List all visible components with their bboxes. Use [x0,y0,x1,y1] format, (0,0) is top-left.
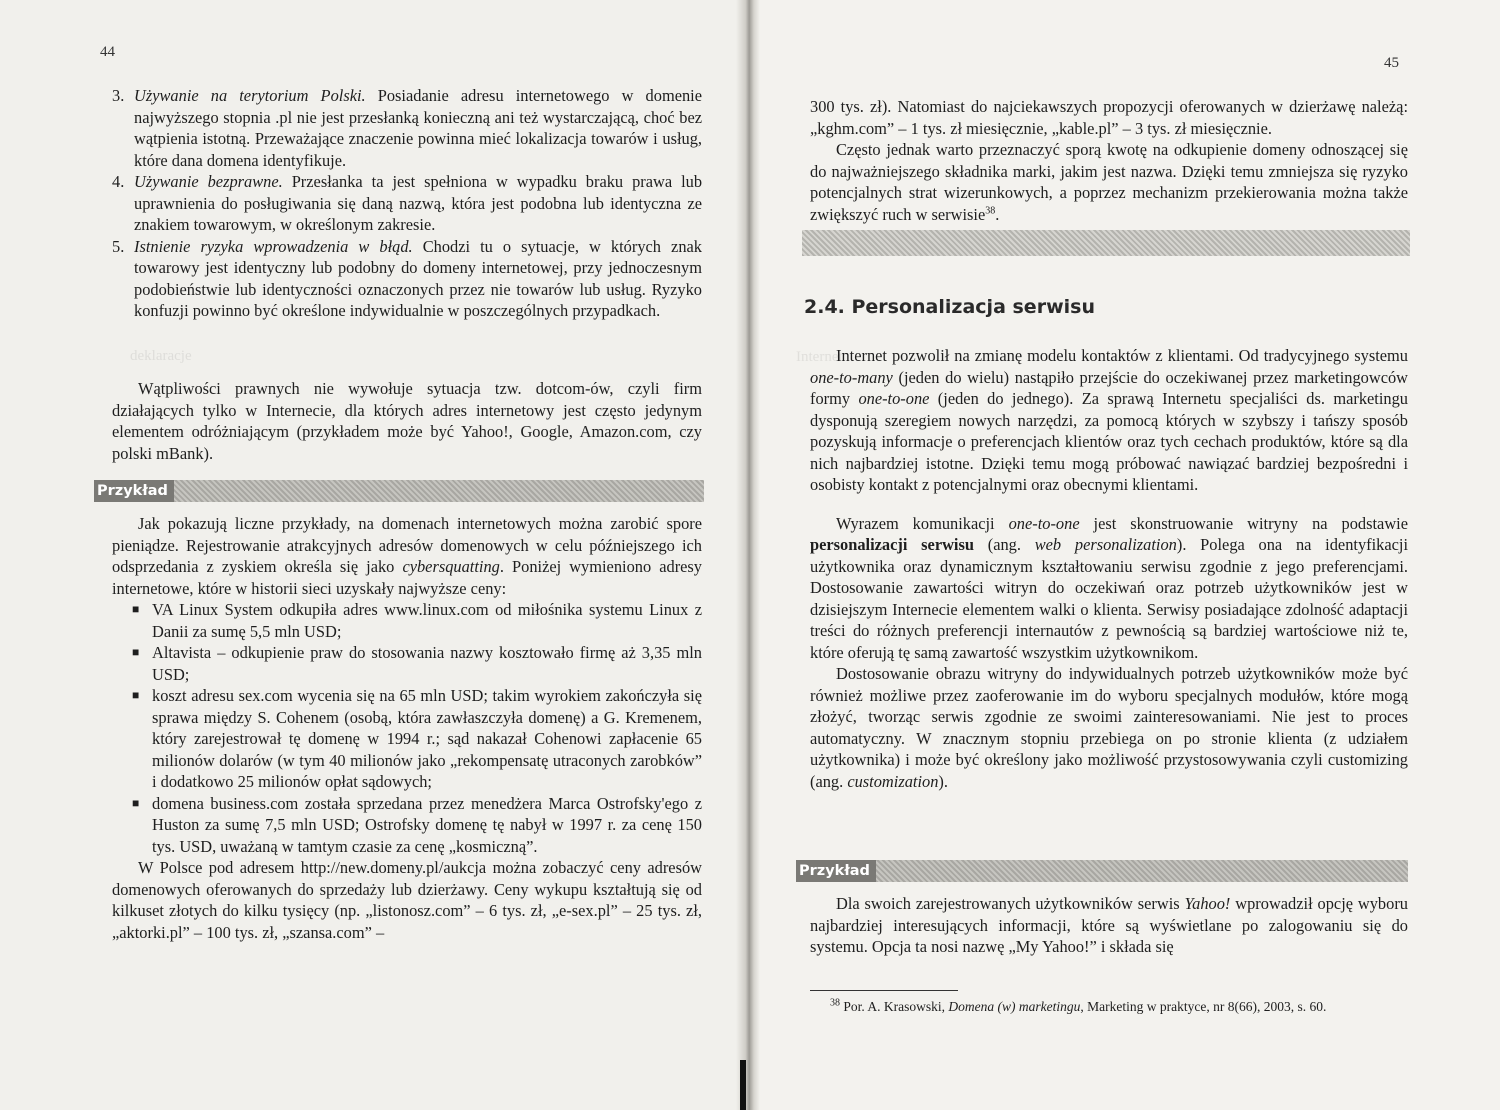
page-number-right: 45 [1384,55,1399,71]
dotcom-paragraph-block [112,378,702,464]
list-item: 5. Istnienie ryzyka wprowadzenia w błąd. Chodzi tu o sytuacje, w których znak towarowy jest identyczny lub podobny do domeny internetowej, przy jednoczesnym podobieństwie lub identyczności oznaczonych przez nie towarów lub usług. Ryzyko konfuzji powinno być określone indywidualnie w poszczególnych przypadkach. [112,236,702,320]
book-spine [740,1060,746,1110]
example-label: Przykład [94,480,174,502]
list-item-title: Używanie na terytorium Polski. [134,86,366,105]
right-page [746,0,1500,1110]
list-item: ■ domena business.com została sprzedana przez menedżera Marca Ostrofsky'ego z Huston za sumę 7,5 mln USD; Ostrofsky domenę tę nabył w 1997 r. za cenę 150 tys. USD, uważaną w tamtym czasie za cenę „kosmiczną”. [132,793,702,856]
section-divider [802,230,1410,256]
bleed-through-text: Internet [796,349,843,365]
list-item: ■ Altavista – odkupienie praw do stosowania nazwy kosztowało firmę aż 3,35 mln USD; [132,643,702,684]
footnote-ref: 38 [985,205,996,217]
example-bar-left [94,480,704,502]
paragraph: Dostosowanie obrazu witryny do indywidualnych potrzeb użytkowników może być również możliwe przez zaoferowanie im do wyboru specjalnych modułów, które mogą złożyć, tworząc serwis zgodnie ze swoimi zainteresowaniami. Nie jest to proces automatyczny. W znacznym stopniu przebiega on po stronie klienta (z udziałem użytkownika) i może być określony jako możliwość przystosowywania czyli customizing (ang. customization). [810,664,1408,791]
list-item-text: Chodzi tu o sytuacje, w których znak towarowy jest identyczny lub podobny do domeny internetowej, przy jednoczesnym podobieństwie lub identyczności oznaczonych przez nie towarów lub usług. Ryzyko konfuzji powinno być określone indywidualnie w poszczególnych przypadkach. [134,236,702,320]
list-item-text: Posiadanie adresu internetowego w domenie najwyższego stopnia .pl nie jest przesłanką konieczną ani też wystarczającą, choć bez wątpienia istotną. Przeważające znaczenie powinna mieć lokalizacja towarów i usług, które dana domena identyfikuje. [134,86,702,170]
price-list [130,599,702,857]
book-gutter [736,0,760,1110]
criteria-list [112,85,702,322]
bullet-icon: ■ [132,645,140,659]
bleed-through-text: deklaracje [130,348,192,364]
list-item: ■ VA Linux System odkupiła adres www.linux.com od miłośnika systemu Linux z Danii za sumę 5,5 mln USD; [132,600,702,641]
personalization-block [810,345,1408,792]
list-item: ■ koszt adresu sex.com wycenia się na 65 mln USD; takim wyrokiem zakończyła się sprawa między S. Cohenem (osobą, która zawłaszczyła domenę) a G. Kremenem, który zarejestrował tę domenę w 1994 r.; sąd nakazał Cohenowi zapłacenie 65 milionów dolarów (w tym 40 milionów jako „rekompensatę utraconych zarobków” i dodatkowo 25 milionów opłat sądowych; [132,686,702,791]
example-label: Przykład [796,860,876,882]
paragraph: Wyrazem komunikacji one-to-one jest skonstruowanie witryny na podstawie personalizacji serwisu (ang. web personalization). Polega ona na identyfikacji użytkownika oraz dynamicznym kształtowaniu serwisu zgodnie z jego preferencjami. Dostosowanie zawartości witryn do oczekiwań oraz potrzeb użytkowników jest w dzisiejszym Internecie elementem walki o klienta. Serwisy posiadające zdolność adaptacji treści do różnych preferencji internautów z pewnością są bardziej wartościowe niż te, które oferują tę samą zawartość wszystkim użytkownikom. [810,513,1409,662]
example-block-left [112,513,702,943]
bullet-icon: ■ [132,795,140,810]
example-bar-right [796,860,1408,882]
dotcom-paragraph: Wątpliwości prawnych nie wywołuje sytuacja tzw. dotcom-ów, czyli firm działających tylko w Internecie, dla których adres internetowy jest często jedynym elementem odróżniającym (przykładem może być Yahoo!, Google, Amazon.com, czy polski mBank). [112,379,702,463]
footnote-rule [810,990,958,991]
example-intro: Jak pokazują liczne przykłady, na domenach internetowych można zarobić spore pieniądze. Rejestrowanie atrakcyjnych adresów domenowych w celu późniejszego ich odsprzedania z zyskiem określa się jako cybersquatting. Poniżej wymieniono adresy internetowe, które w historii sieci uzyskały najwyższe ceny: [112,514,702,598]
footnote: $^{38}$ Por. A. Krasowski, Domena (w) marketingu, Marketing w praktyce, nr 8(66), 2003, s. 60. [830,997,1327,1014]
list-item-title: Istnienie ryzyka wprowadzenia w błąd. [134,236,413,256]
right-top-block [810,96,1408,225]
brand-paragraph: Często jednak warto przeznaczyć sporą kwotę na odkupienie domeny odnoszącej się do najważniejszego składnika marki, jakim jest nazwa. Dzięki temu zmniejsza się ryzyko potencjalnych strat wizerunkowych, a poprzez mechanizm przekierowania można także zwiększyć ruch w serwisie$^{38}$. [810,140,1408,224]
criteria-list-block [112,85,702,322]
bullet-icon: ■ [132,602,140,616]
continued-paragraph: 300 tys. zł). Natomiast do najciekawszych propozycji oferowanych w dzierżawę należą: „kghm.com” – 1 tys. zł miesięcznie, „kable.pl” – 3 tys. zł miesięcznie. [810,97,1408,138]
section-heading: 2.4. Personalizacja serwisu [804,296,1095,318]
list-item-text: Przesłanka ta jest spełniona w wypadku braku prawa lub uprawnienia do posługiwania się daną nazwą, która jest podobna lub identyczna ze znakiem towarowym, w określonym zakresie. [134,172,703,234]
page-number-left: 44 [100,44,115,60]
closing-paragraph: W Polsce pod adresem http://new.domeny.pl/aukcja można zobaczyć ceny adresów domenowych oferowanych do sprzedaży lub dzierżawy. Ceny wykupu kształtują się od kilkuset złotych do kilku tysięcy (np. „listonosz.com” – 6 tys. zł, „e-sex.pl” – 25 tys. zł, „aktorki.pl” – 100 tys. zł, „szansa.com” – [112,858,702,942]
list-item: 4. Używanie bezprawne. Przesłanka ta jest spełniona w wypadku braku prawa lub uprawnienia do posługiwania się daną nazwą, która jest podobna lub identyczna ze znakiem towarowym, w określonym zakresie. [112,172,703,234]
left-page [0,0,746,1110]
example-paragraph: Dla swoich zarejestrowanych użytkowników serwis Yahoo! wprowadził opcję wyboru najbardziej interesujących informacji, które są wyświetlane po zalogowaniu się do systemu. Opcja ta nosi nazwę „My Yahoo!” i składa się [810,894,1408,956]
example-block-right [810,893,1408,958]
paragraph: Internet pozwolił na zmianę modelu kontaktów z klientami. Od tradycyjnego systemu one-to-many (jeden do wielu) nastąpiło przejście do oczekiwanej przez marketingowców formy one-to-one (jeden do jednego). Za sprawą Internetu specjaliści ds. marketingu dysponują szeregiem nowych narzędzi, za pomocą których w szybszy i tańszy sposób pozyskują informacje o preferencjach klientów oraz tych cechach produktów, które są dla nich najbardziej istotne. Dzięki temu mogą próbować nawiązać bardziej bezpośredni i osobisty kontakt z potencjalnymi oraz obecnymi klientami. [810,346,1408,494]
list-item: 3. Używanie na terytorium Polski. Posiadanie adresu internetowego w domenie najwyższego stopnia .pl nie jest przesłanką konieczną ani też wystarczającą, choć bez wątpienia istotną. Przeważające znaczenie powinna mieć lokalizacja towarów i usług, które dana domena identyfikuje. [112,86,702,170]
bullet-icon: ■ [132,688,140,702]
list-item-title: Używanie bezprawne. [134,172,283,191]
